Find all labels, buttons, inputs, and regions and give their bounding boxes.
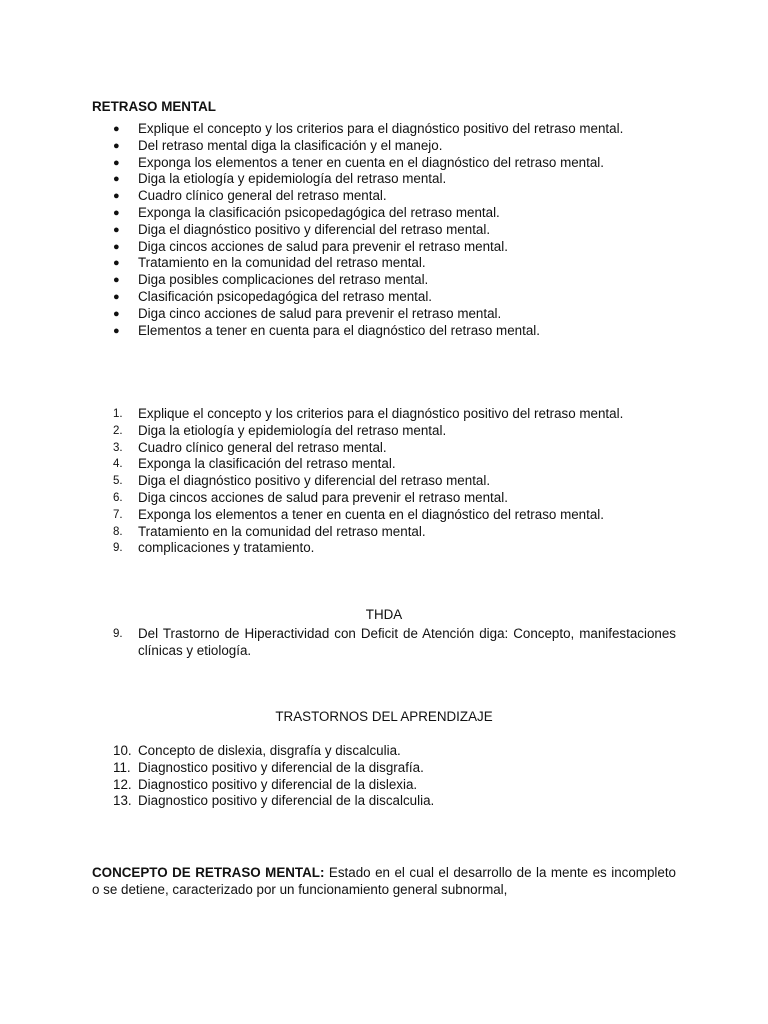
bullet-marker: ● (113, 324, 120, 337)
list-item-text: Diagnostico positivo y diferencial de la dislexia. (138, 776, 418, 792)
item-number: 11. (113, 759, 131, 775)
item-number: 10. (113, 743, 132, 758)
list-item (0, 473, 768, 490)
list-item-text: Exponga la clasificación psicopedagógica del retraso mental. (138, 204, 500, 220)
list-item (0, 205, 768, 222)
list-item-text: Explique el concepto y los criterios para el diagnóstico positivo del retraso mental. (138, 121, 624, 136)
list-item (0, 171, 768, 188)
list-item (0, 239, 768, 256)
bullet-marker: ● (113, 307, 120, 320)
concepto-paragraph (92, 865, 676, 899)
list-item (0, 423, 768, 440)
list-item-text: Tratamiento en la comunidad del retraso mental. (138, 523, 426, 539)
list-item (0, 306, 768, 323)
list-item-text: Explique el concepto y los criterios para el diagnóstico positivo del retraso mental. (138, 406, 624, 421)
bullet-marker: ● (113, 223, 120, 236)
list-item (0, 793, 768, 810)
list-item-text: Clasificación psicopedagógica del retraso mental. (138, 288, 433, 304)
list-item-text: Diga cinco acciones de salud para prevenir el retraso mental. (138, 305, 502, 321)
bullet-marker: ● (113, 139, 120, 152)
list-item (0, 121, 768, 138)
bullet-marker: ● (113, 257, 120, 270)
bullet-marker: ● (113, 274, 120, 287)
list-item (0, 524, 768, 541)
list-item-text: Diga la etiología y epidemiología del retraso mental. (138, 422, 447, 438)
list-item-text: Diagnostico positivo y diferencial de la discalculia. (138, 793, 435, 809)
list-item-text: Diga el diagnóstico positivo y diferencial del retraso mental. (138, 473, 491, 489)
list-item-text: Diga cincos acciones de salud para prevenir el retraso mental. (138, 489, 508, 505)
thda-list (0, 626, 768, 660)
list-item-text: Exponga los elementos a tener en cuenta en el diagnóstico del retraso mental. (138, 154, 604, 170)
list-item (0, 138, 768, 155)
bullet-marker: ● (113, 240, 120, 253)
item-number: 12. (113, 776, 132, 792)
list-item (0, 456, 768, 473)
list-item-text: Diagnostico positivo y diferencial de la disgrafía. (138, 759, 424, 775)
list-item (0, 440, 768, 457)
item-number: 2. (113, 424, 123, 437)
list-item-text: Exponga los elementos a tener en cuenta en el diagnóstico del retraso mental. (138, 506, 604, 522)
list-item-text: Diga el diagnóstico positivo y diferencial del retraso mental. (138, 221, 491, 237)
list-item-text: Exponga la clasificación del retraso mental. (138, 456, 396, 472)
aprendizaje-title: TRASTORNOS DEL APRENDIZAJE (275, 709, 493, 724)
section-heading: RETRASO MENTAL (92, 99, 216, 114)
list-item-text: Elementos a tener en cuenta para el diagnóstico del retraso mental. (138, 322, 540, 338)
item-number: 13. (113, 793, 132, 809)
item-number: 9. (113, 542, 123, 555)
list-item-text: Concepto de dislexia, disgrafía y discalculia. (138, 743, 401, 758)
thda-title: THDA (365, 607, 403, 622)
list-item (0, 155, 768, 172)
bullet-marker: ● (113, 156, 120, 169)
item-number: 8. (113, 525, 123, 538)
list-item (0, 289, 768, 306)
list-item (0, 188, 768, 205)
list-item-text: Cuadro clínico general del retraso mental. (138, 188, 387, 204)
concepto-text: Estado en el cual el desarrollo de la mente es incompleto o se detiene, caracterizado por un funcionamiento general subnormal, (92, 865, 676, 897)
aprendizaje-list (0, 743, 768, 810)
item-number: 1. (113, 408, 123, 420)
list-item (0, 626, 768, 660)
bullet-marker: ● (113, 190, 120, 203)
list-item (0, 777, 768, 794)
bullet-marker: ● (113, 173, 120, 186)
list-item-text: Del retraso mental diga la clasificación y el manejo. (138, 137, 443, 153)
list-item (0, 323, 768, 340)
list-item (0, 272, 768, 289)
list-item-text: Diga la etiología y epidemiología del retraso mental. (138, 171, 447, 187)
list-item (0, 760, 768, 777)
item-number: 7. (113, 508, 123, 521)
list-item (0, 507, 768, 524)
numbered-list (0, 406, 768, 557)
list-item-text: complicaciones y tratamiento. (138, 540, 315, 556)
item-number: 4. (113, 458, 123, 471)
bullet-list (0, 121, 768, 339)
list-item-text: Del Trastorno de Hiperactividad con Deficit de Atención diga: Concepto, manifestaciones clínicas y etiología. (138, 626, 676, 658)
list-item (0, 490, 768, 507)
bullet-marker: ● (113, 123, 120, 135)
list-item-text: Diga cincos acciones de salud para prevenir el retraso mental. (138, 238, 508, 254)
list-item (0, 255, 768, 272)
list-item (0, 406, 768, 423)
item-number: 5. (113, 475, 123, 488)
list-item-text: Tratamiento en la comunidad del retraso mental. (138, 255, 426, 271)
item-number: 9. (113, 628, 123, 640)
item-number: 6. (113, 491, 123, 504)
bullet-marker: ● (113, 290, 120, 303)
item-number: 3. (113, 441, 123, 454)
list-item-text: Cuadro clínico general del retraso mental. (138, 439, 387, 455)
bullet-marker: ● (113, 206, 120, 219)
list-item (0, 540, 768, 557)
concepto-label: CONCEPTO DE RETRASO MENTAL: (92, 865, 325, 880)
list-item-text: Diga posibles complicaciones del retraso mental. (138, 272, 429, 288)
list-item (0, 222, 768, 239)
list-item (0, 743, 768, 760)
